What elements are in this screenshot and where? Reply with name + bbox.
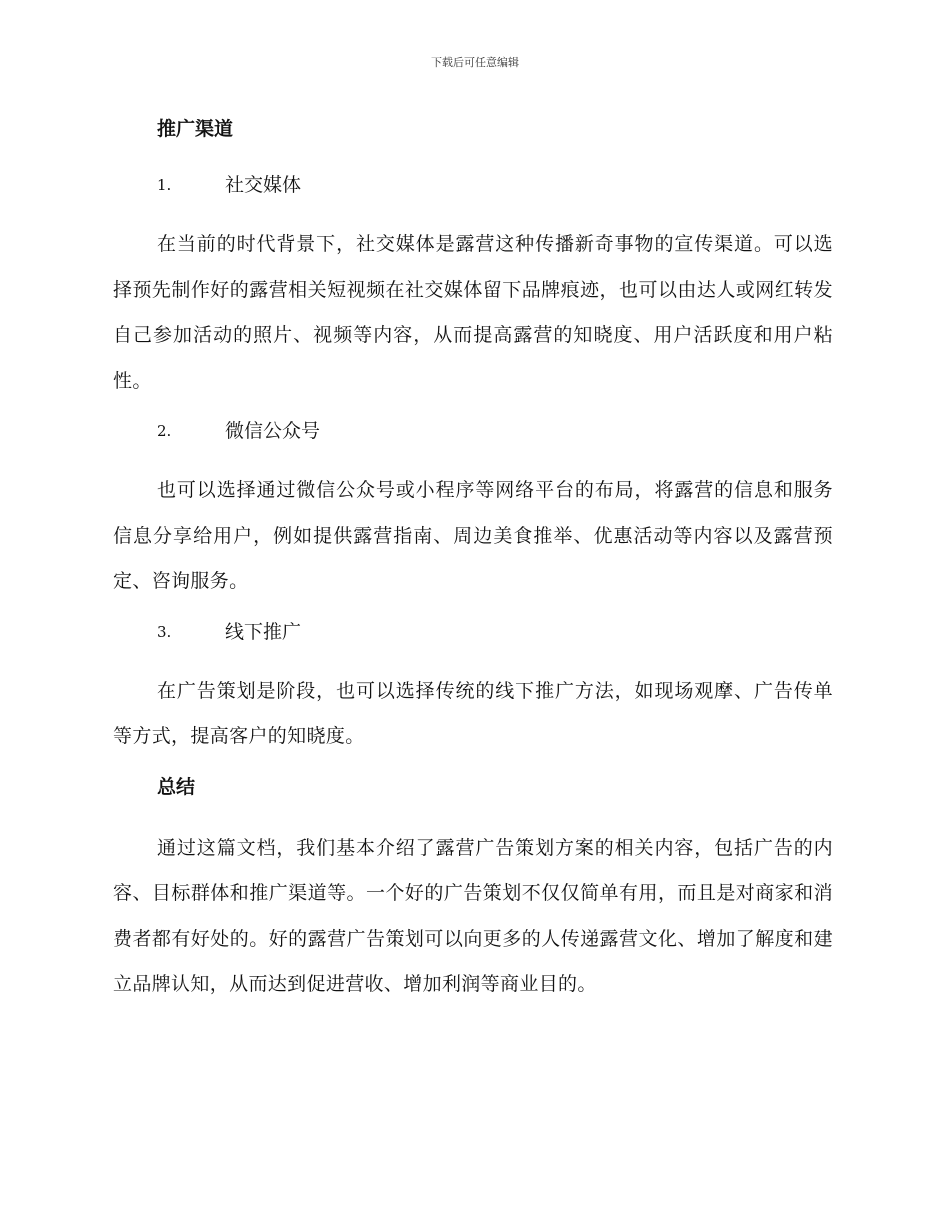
section-heading-summary: 总结: [157, 775, 196, 798]
document-body: [113, 112, 833, 1018]
paragraph-social-media: 在当前的时代背景下，社交媒体是露营这种传播新奇事物的宣传渠道。可以选择预先制作好的露营相关短视频在社交媒体留下品牌痕迹，也可以由达人或网红转发自己参加活动的照片、视频等内容，从而提高露营的知晓度、用户活跃度和用户粘性。: [113, 233, 833, 392]
paragraph-summary: 通过这篇文档，我们基本介绍了露营广告策划方案的相关内容，包括广告的内容、目标群体和推广渠道等。一个好的广告策划不仅仅简单有用，而且是对商家和消费者都有好处的。好的露营广告策划可以向更多的人传递露营文化、增加了解度和建立品牌认知，从而达到促进营收、增加利润等商业目的。: [113, 836, 833, 995]
paragraph-wechat: 也可以选择通过微信公众号或小程序等网络平台的布局，将露营的信息和服务信息分享给用户，例如提供露营指南、周边美食推举、优惠活动等内容以及露营预定、咨询服务。: [113, 479, 833, 592]
list-number: 1.: [157, 176, 172, 194]
list-label: 社交媒体: [225, 174, 302, 196]
list-item-offline: [113, 615, 833, 649]
list-label: 线下推广: [225, 620, 302, 643]
list-number: 3.: [157, 622, 172, 641]
page-header: 下载后可任意编辑: [431, 56, 519, 69]
list-item-social-media: [113, 168, 833, 202]
list-number: 2.: [157, 422, 172, 440]
list-label: 微信公众号: [225, 420, 321, 442]
section-heading-promotion: 推广渠道: [157, 118, 234, 140]
paragraph-offline: 在广告策划是阶段，也可以选择传统的线下推广方法，如现场观摩、广告传单等方式，提高客户的知晓度。: [113, 679, 833, 747]
list-item-wechat: [113, 414, 833, 448]
